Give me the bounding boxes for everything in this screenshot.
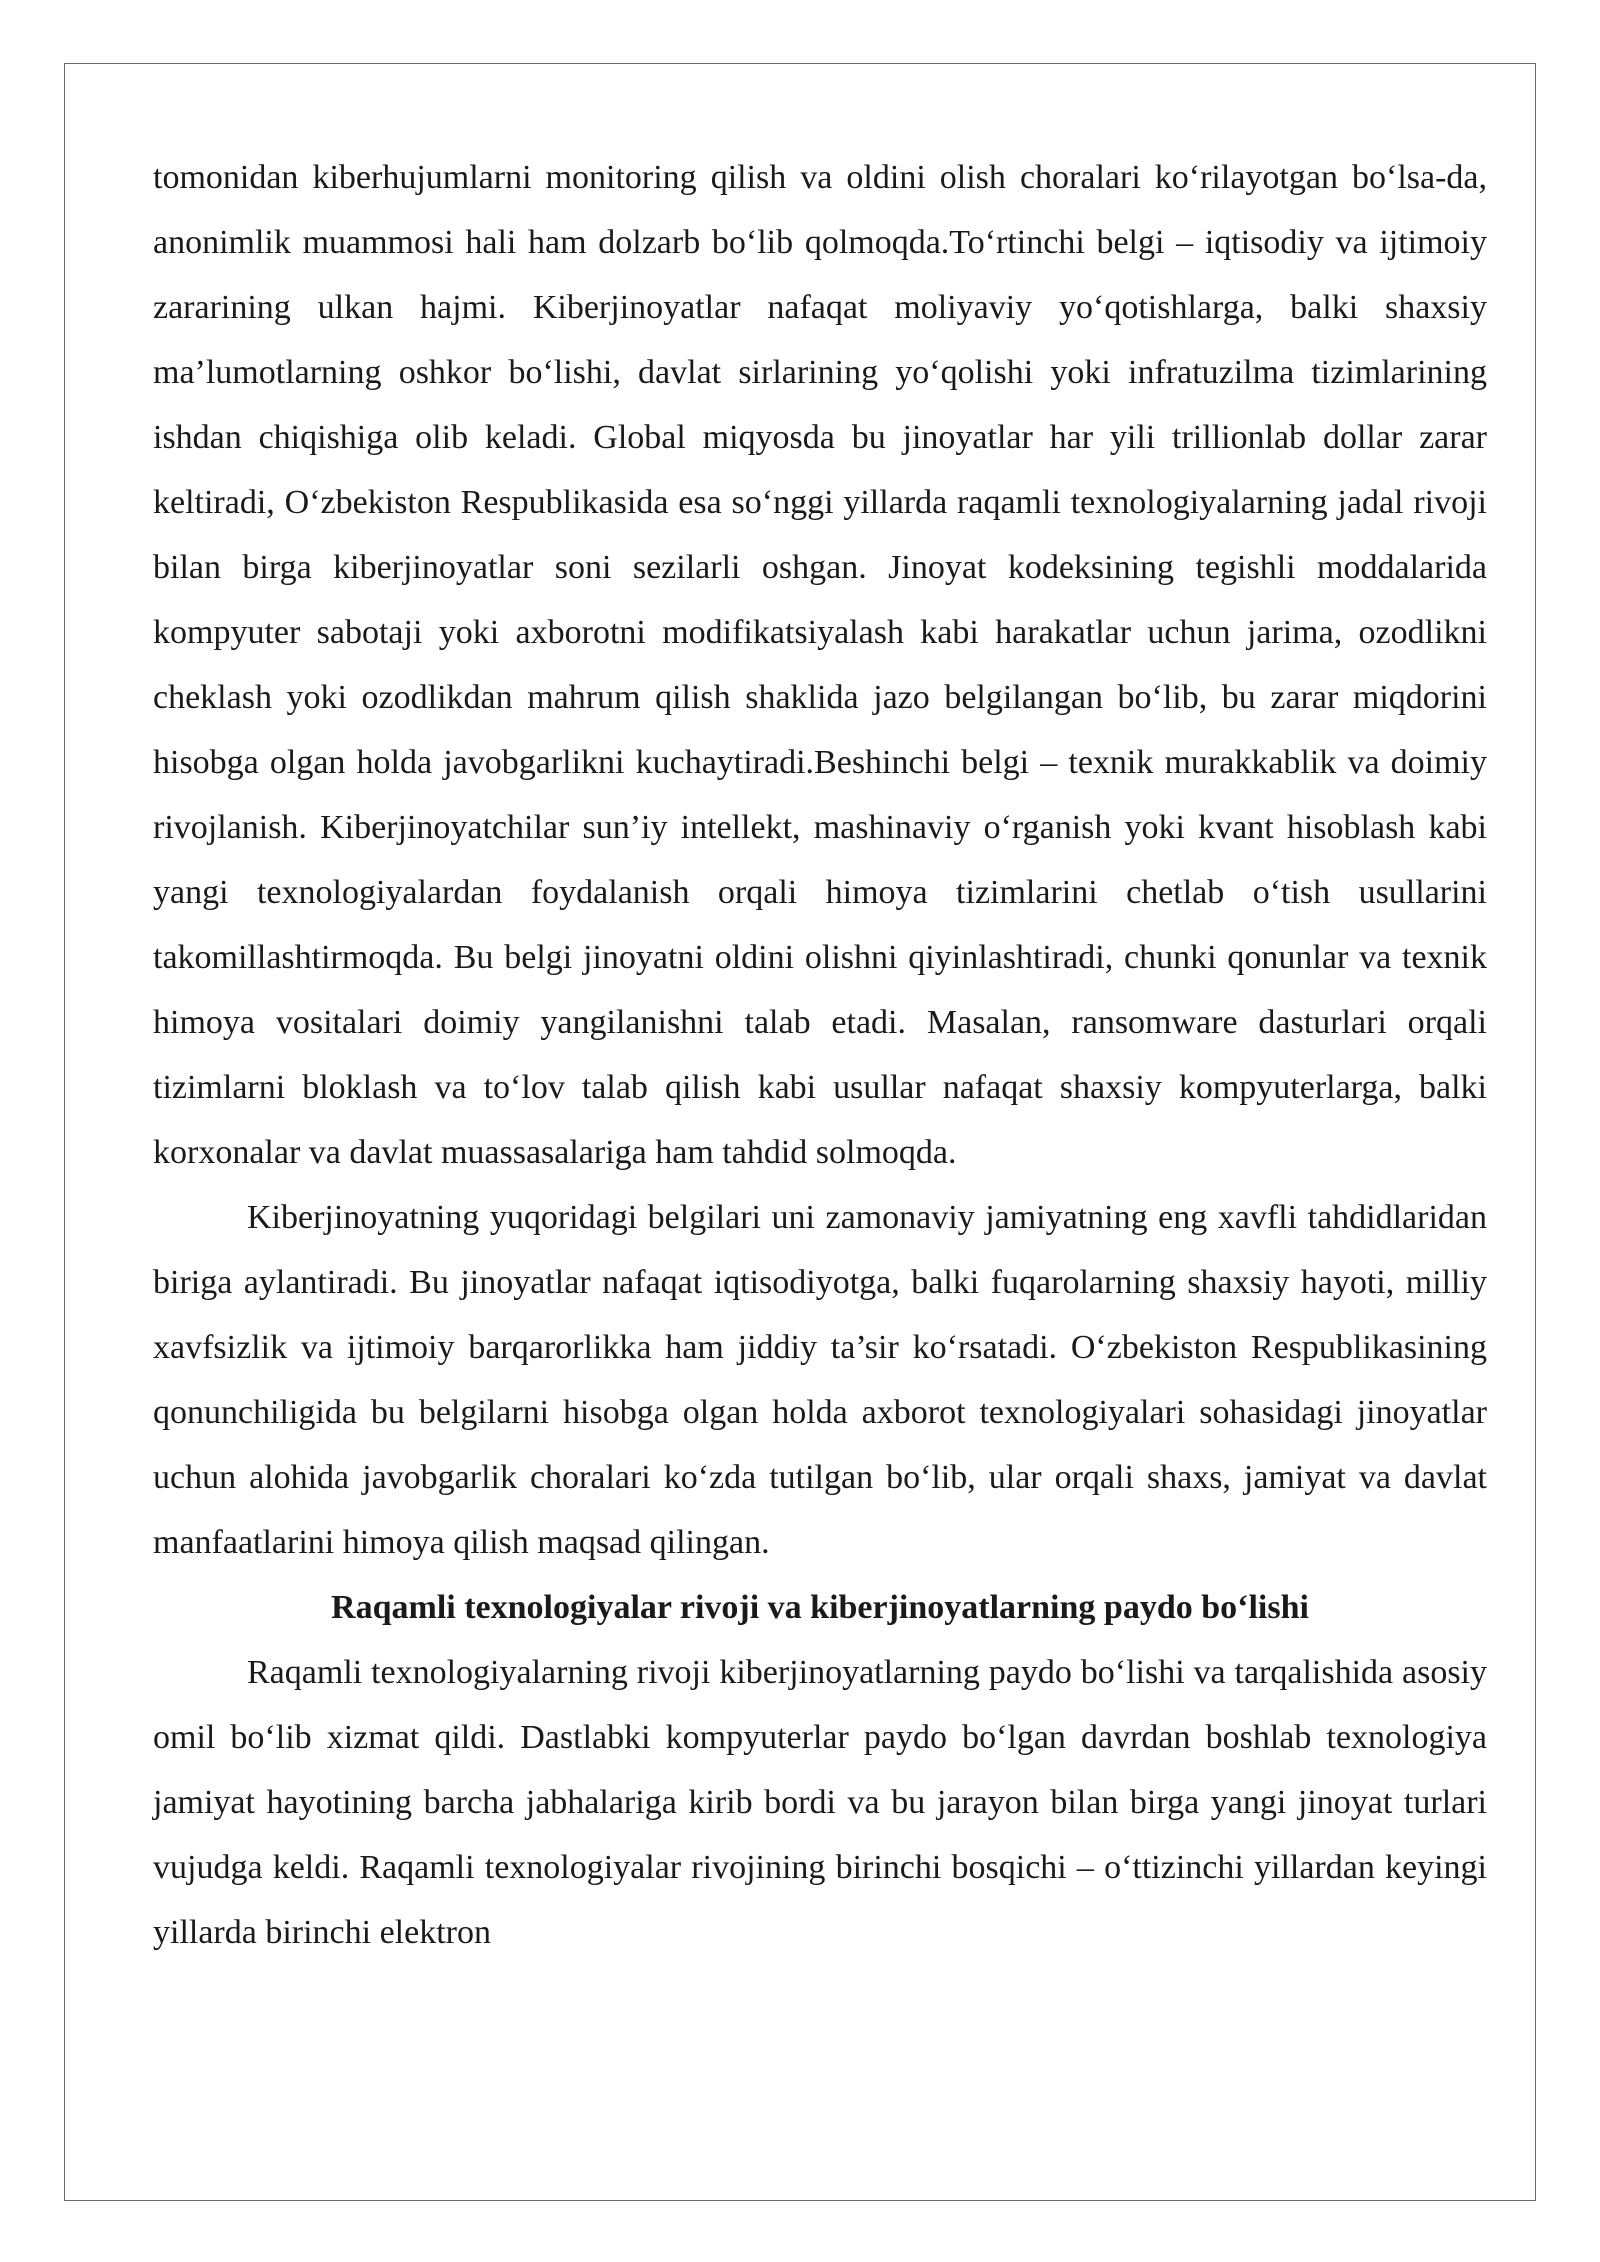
- paragraph-summary: Kiberjinoyatning yuqoridagi belgilari uni zamonaviy jamiyatning eng xavfli tahdidlaridan biriga aylantiradi. Bu jinoyatlar nafaqat iqtisodiyotga, balki fuqarolarning shaxsiy hayoti, milliy xavfsizlik va ijtimoiy barqarorlikka ham jiddiy ta’sir koʻrsatadi. Oʻzbekiston Respublikasining qonunchiligida bu belgilarni hisobga olgan holda axborot texnologiyalari sohasidagi jinoyatlar uchun alohida javobgarlik choralari koʻzda tutilgan boʻlib, ular orqali shaxs, jamiyat va davlat manfaatlarini himoya qilish maqsad qilingan.: [153, 1199, 1487, 1561]
- document-body: [153, 145, 1487, 1965]
- paragraph-continued: tomonidan kiberhujumlarni monitoring qilish va oldini olish choralari koʻrilayotgan boʻlsa-da, anonimlik muammosi hali ham dolzarb boʻlib qolmoqda.Toʻrtinchi belgi – iqtisodiy va ijtimoiy zararining ulkan hajmi. Kiberjinoyatlar nafaqat moliyaviy yoʻqotishlarga, balki shaxsiy ma’lumotlarning oshkor boʻlishi, davlat sirlarining yoʻqolishi yoki infratuzilma tizimlarining ishdan chiqishiga olib keladi. Global miqyosda bu jinoyatlar har yili trillionlab dollar zarar keltiradi, Oʻzbekiston Respublikasida esa soʻnggi yillarda raqamli texnologiyalarning jadal rivoji bilan birga kiberjinoyatlar soni sezilarli oshgan. Jinoyat kodeksining tegishli moddalarida kompyuter sabotaji yoki axborotni modifikatsiyalash kabi harakatlar uchun jarima, ozodlikni cheklash yoki ozodlikdan mahrum qilish shaklida jazo belgilangan boʻlib, bu zarar miqdorini hisobga olgan holda javobgarlikni kuchaytiradi.Beshinchi belgi – texnik murakkablik va doimiy rivojlanish. Kiberjinoyatchilar sun’iy intellekt, mashinaviy oʻrganish yoki kvant hisoblash kabi yangi texnologiyalardan foydalanish orqali himoya tizimlarini chetlab oʻtish usullarini takomillashtirmoqda. Bu belgi jinoyatni oldini olishni qiyinlashtiradi, chunki qonunlar va texnik himoya vositalari doimiy yangilanishni talab etadi. Masalan, ransomware dasturlari orqali tizimlarni bloklash va toʻlov talab qilish kabi usullar nafaqat shaxsiy kompyuterlarga, balki korxonalar va davlat muassasalariga ham tahdid solmoqda.: [153, 159, 1487, 1171]
- section-paragraph: Raqamli texnologiyalarning rivoji kiberjinoyatlarning paydo boʻlishi va tarqalishida asosiy omil boʻlib xizmat qildi. Dastlabki kompyuterlar paydo boʻlgan davrdan boshlab texnologiya jamiyat hayotining barcha jabhalariga kirib bordi va bu jarayon bilan birga yangi jinoyat turlari vujudga keldi. Raqamli texnologiyalar rivojining birinchi bosqichi – oʻttizinchi yillardan keyingi yillarda birinchi elektron: [153, 1654, 1487, 1951]
- section-heading: Raqamli texnologiyalar rivoji va kiberjinoyatlarning paydo boʻlishi: [331, 1589, 1309, 1626]
